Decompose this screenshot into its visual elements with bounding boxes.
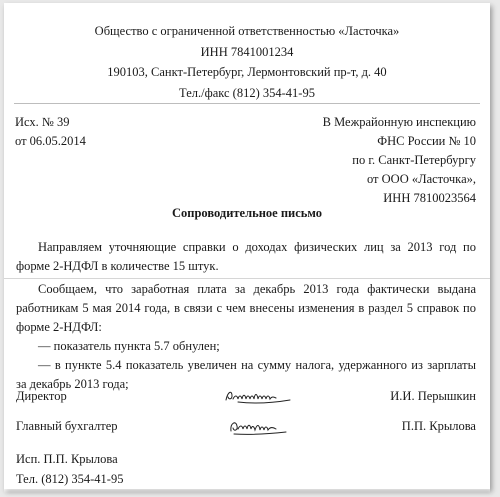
company-name: Общество с ограниченной ответственностью «Ласточка» <box>94 24 400 38</box>
executor-name: Исп. П.П. Крылова <box>16 452 118 466</box>
director-name: И.И. Перышкин <box>390 389 476 403</box>
paragraph-2: Сообщаем, что заработная плата за декабрь 2013 года фактически выдана работникам 5 мая 2014 года, в связи с чем внесены изменения в раздел 5 справок по форме 2-НДФЛ: <box>16 282 476 334</box>
company-phone: Тел./факс (812) 354-41-95 <box>179 85 315 100</box>
outgoing-number: Исх. № 39 <box>15 115 70 129</box>
company-address: 190103, Санкт-Петербург, Лермонтовский пр-т, д. 40 <box>107 65 387 79</box>
outgoing-reference <box>15 113 86 151</box>
addressee-line-5: ИНН 7810023564 <box>383 191 476 205</box>
addressee-line-2: ФНС России № 10 <box>377 134 476 148</box>
director-signature-row <box>16 389 476 409</box>
outgoing-date: от 06.05.2014 <box>15 134 86 148</box>
director-handwritten-signature <box>224 387 296 405</box>
company-inn: ИНН 7841001234 <box>200 44 294 59</box>
letter-sheet <box>4 3 490 489</box>
accountant-signature-row <box>16 419 476 439</box>
executor-block <box>16 450 123 489</box>
page-tear-line <box>4 278 490 279</box>
executor-phone: Тел. (812) 354-41-95 <box>16 471 124 486</box>
addressee-line-3: по г. Санкт-Петербургу <box>352 153 476 167</box>
accountant-name: П.П. Крылова <box>401 419 476 433</box>
addressee-line-4: от ООО «Ласточка», <box>366 172 476 186</box>
list-item-1: — показатель пункта 5.7 обнулен; <box>38 339 220 353</box>
director-role: Директор <box>16 389 67 403</box>
accountant-handwritten-signature <box>228 417 292 437</box>
addressee-line-1: В Межрайонную инспекцию <box>322 115 476 129</box>
paragraph-1: Направляем уточняющие справки о доходах физических лиц за 2013 год по форме 2-НДФЛ в количестве 15 штук. <box>16 240 476 273</box>
letterhead <box>4 21 490 103</box>
addressee-block <box>323 113 476 208</box>
accountant-role: Главный бухгалтер <box>16 419 118 433</box>
letterhead-divider <box>14 103 480 104</box>
list-item-2: — в пункте 5.4 показатель увеличен на сумму налога, удержанного из зарплаты за декабрь 2013 года; <box>16 358 476 391</box>
letter-title: Сопроводительное письмо <box>171 206 323 220</box>
letter-body <box>16 238 476 394</box>
